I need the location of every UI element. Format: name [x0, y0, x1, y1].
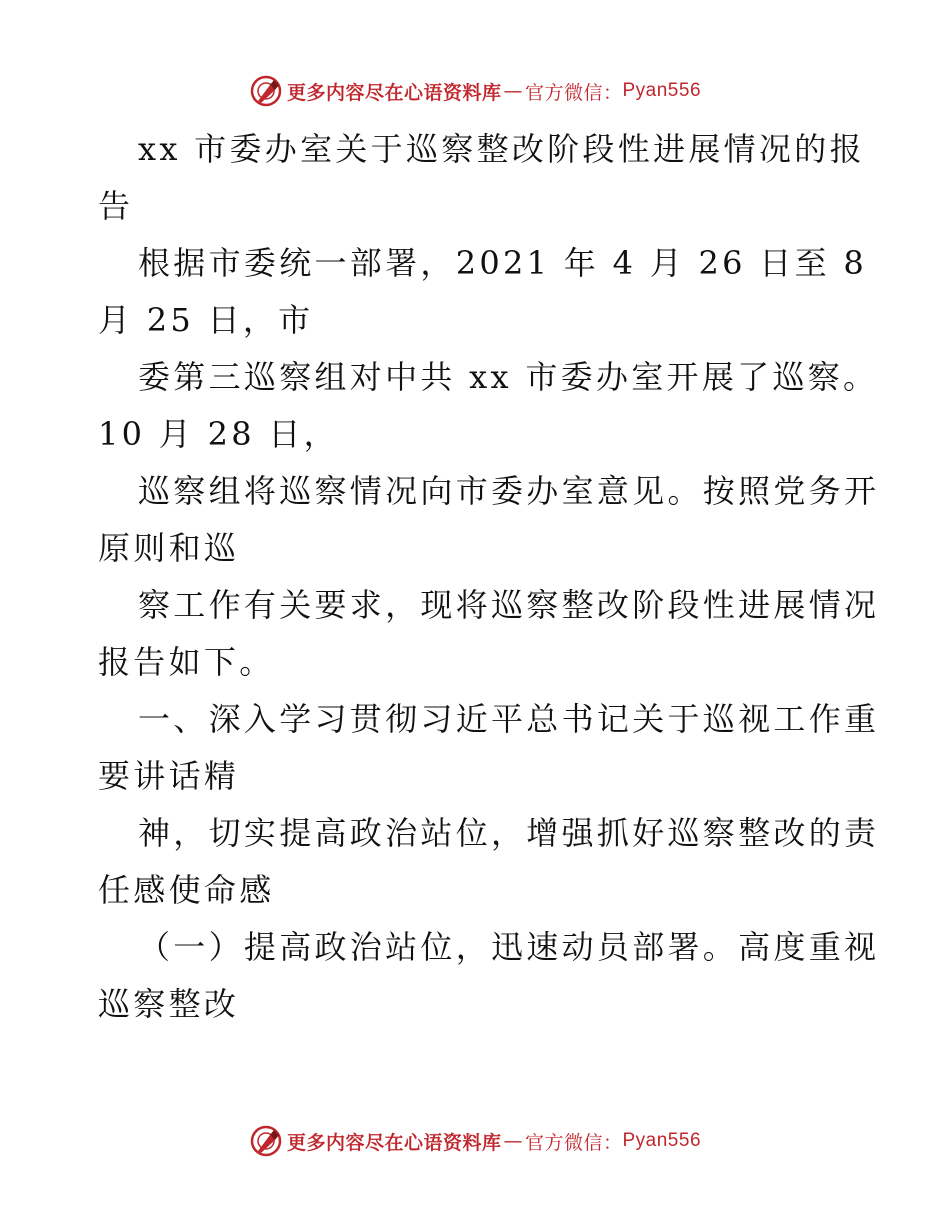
paragraph-line: 察工作有关要求，现将巡察整改阶段性进展情况	[138, 586, 880, 624]
wechat-id: Pyan556	[622, 80, 702, 101]
paragraph-line: 根据市委统一部署，2021 年 4 月 26 日至 8	[138, 244, 868, 282]
wechat-label: 官方微信：	[524, 81, 623, 104]
section-heading-line: 任感使命感	[98, 871, 275, 909]
doc-title-line-1: xx 市委办室关于巡察整改阶段性进展情况的报	[138, 130, 865, 168]
watermark-separator: —	[503, 80, 523, 102]
wechat-label: 官方微信：	[524, 1131, 623, 1154]
document-body	[98, 121, 880, 1033]
subsection-line: 巡察整改	[98, 985, 240, 1023]
section-heading-line: 神，切实提高政治站位，增强抓好巡察整改的责	[138, 814, 880, 852]
section-heading-line: 一、深入学习贯彻习近平总书记关于巡视工作重	[138, 700, 880, 738]
pen-nib-logo-icon	[249, 74, 283, 108]
paragraph-line: 报告如下。	[98, 643, 275, 681]
paragraph-line: 委第三巡察组对中共 xx 市委办室开展了巡察。	[138, 358, 879, 396]
header-watermark	[0, 71, 950, 111]
subsection-line: （一）提高政治站位，迅速动员部署。高度重视	[138, 928, 880, 966]
doc-title-line-2: 告	[98, 187, 134, 225]
footer-watermark	[0, 1121, 950, 1161]
wechat-id: Pyan556	[622, 1130, 702, 1151]
paragraph-line: 巡察组将巡察情况向市委办室意见。按照党务开	[138, 472, 880, 510]
watermark-text: 更多内容尽在心语资料库	[286, 81, 502, 104]
watermark-separator: —	[503, 1130, 523, 1152]
paragraph-line: 原则和巡	[98, 529, 240, 567]
section-heading-line: 要讲话精	[98, 757, 240, 795]
pen-nib-logo-icon	[249, 1124, 283, 1158]
paragraph-line: 月 25 日，市	[98, 301, 314, 339]
watermark-text: 更多内容尽在心语资料库	[286, 1131, 502, 1154]
paragraph-line: 10 月 28 日，	[98, 415, 339, 453]
